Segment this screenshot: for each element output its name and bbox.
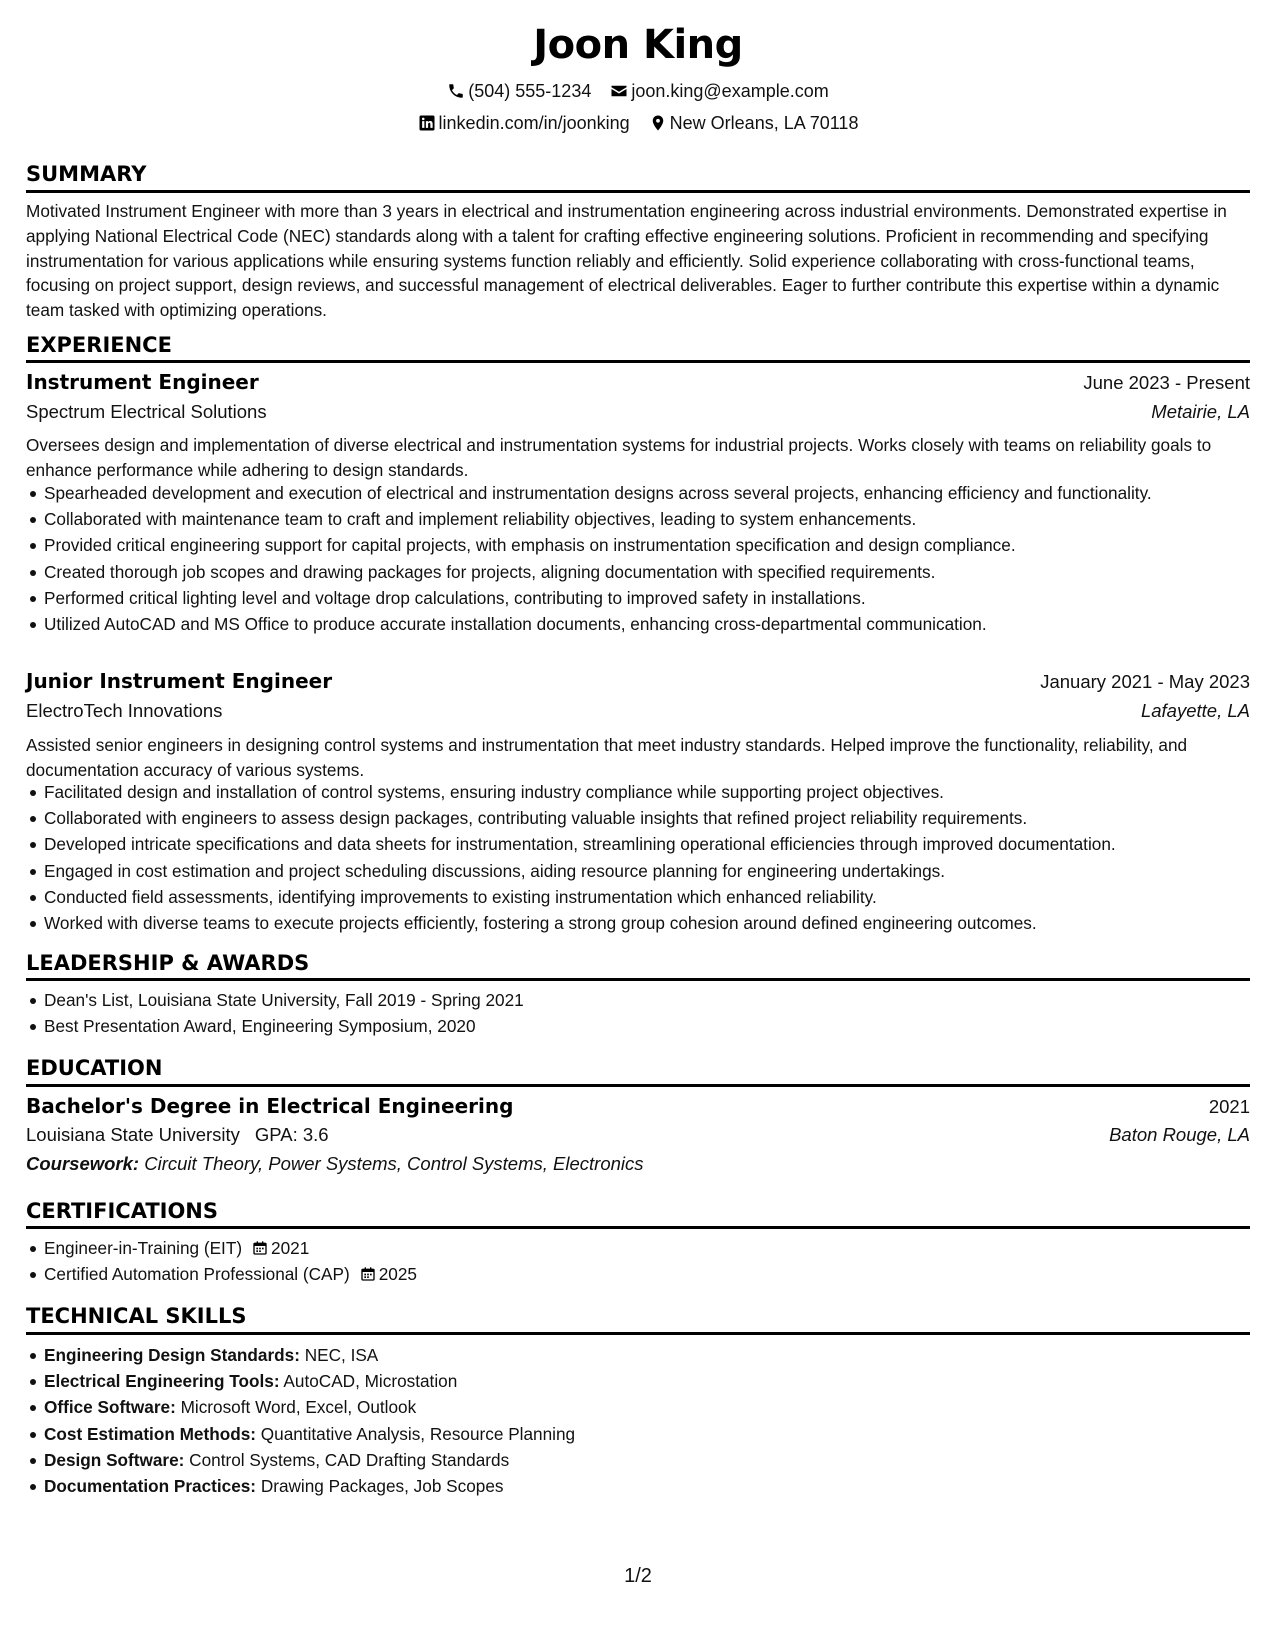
list-item: Worked with diverse teams to execute projects efficiently, fostering a strong group cohesion around defined engineering outcomes. (26, 911, 1250, 935)
list-item: Performed critical lighting level and voltage drop calculations, contributing to improved safety in installations. (26, 586, 1250, 610)
email-contact[interactable] (610, 80, 828, 102)
skill-value: NEC, ISA (304, 1345, 379, 1365)
job-title: Instrument Engineer (26, 370, 259, 394)
job-location: Metairie, LA (1151, 401, 1250, 422)
list-item (26, 1236, 1250, 1260)
cert-year: 2021 (271, 1238, 310, 1258)
awards-list (26, 988, 1250, 1038)
page-number: 1/2 (624, 1565, 652, 1587)
job-dates: June 2023 - Present (1083, 372, 1250, 393)
list-item: Engaged in cost estimation and project scheduling discussions, aiding resource planning for engineering undertakings. (26, 859, 1250, 883)
cert-name: Engineer-in-Training (EIT) (44, 1238, 243, 1258)
list-item: Utilized AutoCAD and MS Office to produce accurate installation documents, enhancing cross-departmental communication. (26, 612, 1250, 636)
coursework-list: Circuit Theory, Power Systems, Control Systems, Electronics (144, 1153, 644, 1174)
list-item: Spearheaded development and execution of electrical and instrumentation designs across several projects, enhancing efficiency and functionality. (26, 481, 1250, 505)
list-item: Collaborated with maintenance team to craft and implement reliability objectives, leading to system enhancements. (26, 507, 1250, 531)
summary-text: Motivated Instrument Engineer with more than 3 years in electrical and instrumentation engineering across industrial environments. Demonstrated expertise in applying National Electrical Code (NEC) standards along with a talent for crafting effective engineering solutions. Proficient in recommending and specifying instrumentation for various applications while ensuring systems function reliably and efficiently. Solid experience collaborating with cross-functional teams, focusing on project support, design reviews, and successful management of electrical deliverables. Eager to further contribute this expertise within a dynamic team tasked with optimizing operations. (26, 201, 1227, 321)
list-item (26, 1343, 1250, 1367)
candidate-name: Joon King (533, 22, 743, 68)
phone-text: (504) 555-1234 (468, 81, 592, 101)
job-subheader (26, 700, 1250, 722)
list-item: Developed intricate specifications and data sheets for instrumentation, streamlining operational efficiencies through improved documentation. (26, 832, 1250, 856)
job-description: Oversees design and implementation of diverse electrical and instrumentation systems for industrial projects. Works closely with teams on reliability goals to enhance performance while adhering to design standards. (26, 435, 1212, 480)
section-divider (26, 1226, 1250, 1229)
location-contact (649, 112, 859, 134)
job-subheader (26, 401, 1250, 423)
skill-label: Engineering Design Standards: (44, 1345, 300, 1365)
linkedin-contact[interactable] (418, 112, 630, 134)
skills-list (26, 1343, 1250, 1498)
list-item (26, 1448, 1250, 1472)
section-divider (26, 1332, 1250, 1335)
location-text: New Orleans, LA 70118 (669, 113, 859, 133)
education-header (26, 1094, 1250, 1118)
contact-line-2 (26, 112, 1250, 134)
list-item (26, 1474, 1250, 1498)
education-heading: EDUCATION (26, 1056, 163, 1080)
school-location: Baton Rouge, LA (1109, 1124, 1250, 1145)
cert-year: 2025 (378, 1264, 417, 1285)
job-location: Lafayette, LA (1140, 700, 1250, 721)
calendar-icon (360, 1266, 376, 1282)
list-item: Facilitated design and installation of control systems, ensuring industry compliance while supporting project objectives. (26, 780, 1250, 804)
skill-value: Drawing Packages, Job Scopes (260, 1476, 504, 1497)
leadership-heading: LEADERSHIP & AWARDS (26, 951, 310, 975)
job-bullets (26, 481, 1250, 636)
email-text: joon.king@example.com (631, 81, 829, 101)
calendar-icon (252, 1240, 268, 1256)
skill-label: Documentation Practices: (44, 1476, 257, 1497)
list-item: Dean's List, Louisiana State University, Fall 2019 - Spring 2021 (26, 988, 1250, 1012)
degree-title: Bachelor's Degree in Electrical Engineering (26, 1094, 514, 1118)
certifications-heading: CERTIFICATIONS (26, 1199, 219, 1223)
phone-contact[interactable] (447, 80, 591, 102)
skill-label: Design Software: (44, 1449, 185, 1470)
job-bullets (26, 780, 1250, 935)
school-info (26, 1124, 329, 1146)
section-divider (26, 1084, 1250, 1087)
certifications-list (26, 1236, 1250, 1286)
job-header (26, 669, 1250, 693)
contact-line-1 (26, 80, 1250, 102)
envelope-icon (610, 82, 628, 100)
list-item: Created thorough job scopes and drawing packages for projects, aligning documentation with specified requirements. (26, 560, 1250, 584)
list-item (26, 1369, 1250, 1393)
job-header (26, 370, 1250, 394)
list-item (26, 1262, 1250, 1286)
list-item: Provided critical engineering support for capital projects, with emphasis on instrumentation specification and design compliance. (26, 533, 1250, 557)
coursework (26, 1153, 1250, 1175)
skill-label: Cost Estimation Methods: (44, 1423, 256, 1444)
skill-value: Control Systems, CAD Drafting Standards (189, 1449, 510, 1470)
company-name: Spectrum Electrical Solutions (26, 401, 267, 422)
gpa: GPA: 3.6 (254, 1124, 329, 1145)
coursework-line (26, 1153, 644, 1175)
skill-label: Office Software: (44, 1397, 176, 1418)
section-divider (26, 360, 1250, 363)
section-divider (26, 190, 1250, 193)
school-name: Louisiana State University (26, 1124, 240, 1145)
job-title: Junior Instrument Engineer (26, 669, 333, 693)
list-item: Collaborated with engineers to assess design packages, contributing valuable insights that refined project reliability requirements. (26, 806, 1250, 830)
list-item (26, 1395, 1250, 1419)
skill-label: Electrical Engineering Tools: (44, 1371, 280, 1392)
list-item: Conducted field assessments, identifying improvements to existing instrumentation which enhanced reliability. (26, 885, 1250, 909)
cert-name: Certified Automation Professional (CAP) (44, 1264, 350, 1285)
coursework-label: Coursework: (26, 1153, 140, 1174)
job-description: Assisted senior engineers in designing control systems and instrumentation that meet industry standards. Helped improve the functionality, reliability, and documentation accuracy of various systems. (26, 735, 1188, 780)
company-name: ElectroTech Innovations (26, 700, 223, 721)
experience-heading: EXPERIENCE (26, 333, 172, 357)
skills-heading: TECHNICAL SKILLS (26, 1304, 247, 1328)
map-pin-icon (649, 114, 667, 132)
summary-heading: SUMMARY (26, 162, 147, 186)
linkedin-text: linkedin.com/in/joonking (438, 113, 630, 133)
education-subheader (26, 1124, 1250, 1146)
skill-value: AutoCAD, Microstation (283, 1371, 458, 1392)
list-item: Best Presentation Award, Engineering Symposium, 2020 (26, 1014, 1250, 1038)
skill-value: Quantitative Analysis, Resource Planning (260, 1423, 576, 1444)
phone-icon (447, 82, 465, 100)
skill-value: Microsoft Word, Excel, Outlook (180, 1397, 417, 1418)
graduation-year: 2021 (1208, 1096, 1250, 1117)
section-divider (26, 978, 1250, 981)
list-item (26, 1422, 1250, 1446)
job-dates: January 2021 - May 2023 (1040, 671, 1250, 692)
linkedin-icon (418, 114, 436, 132)
